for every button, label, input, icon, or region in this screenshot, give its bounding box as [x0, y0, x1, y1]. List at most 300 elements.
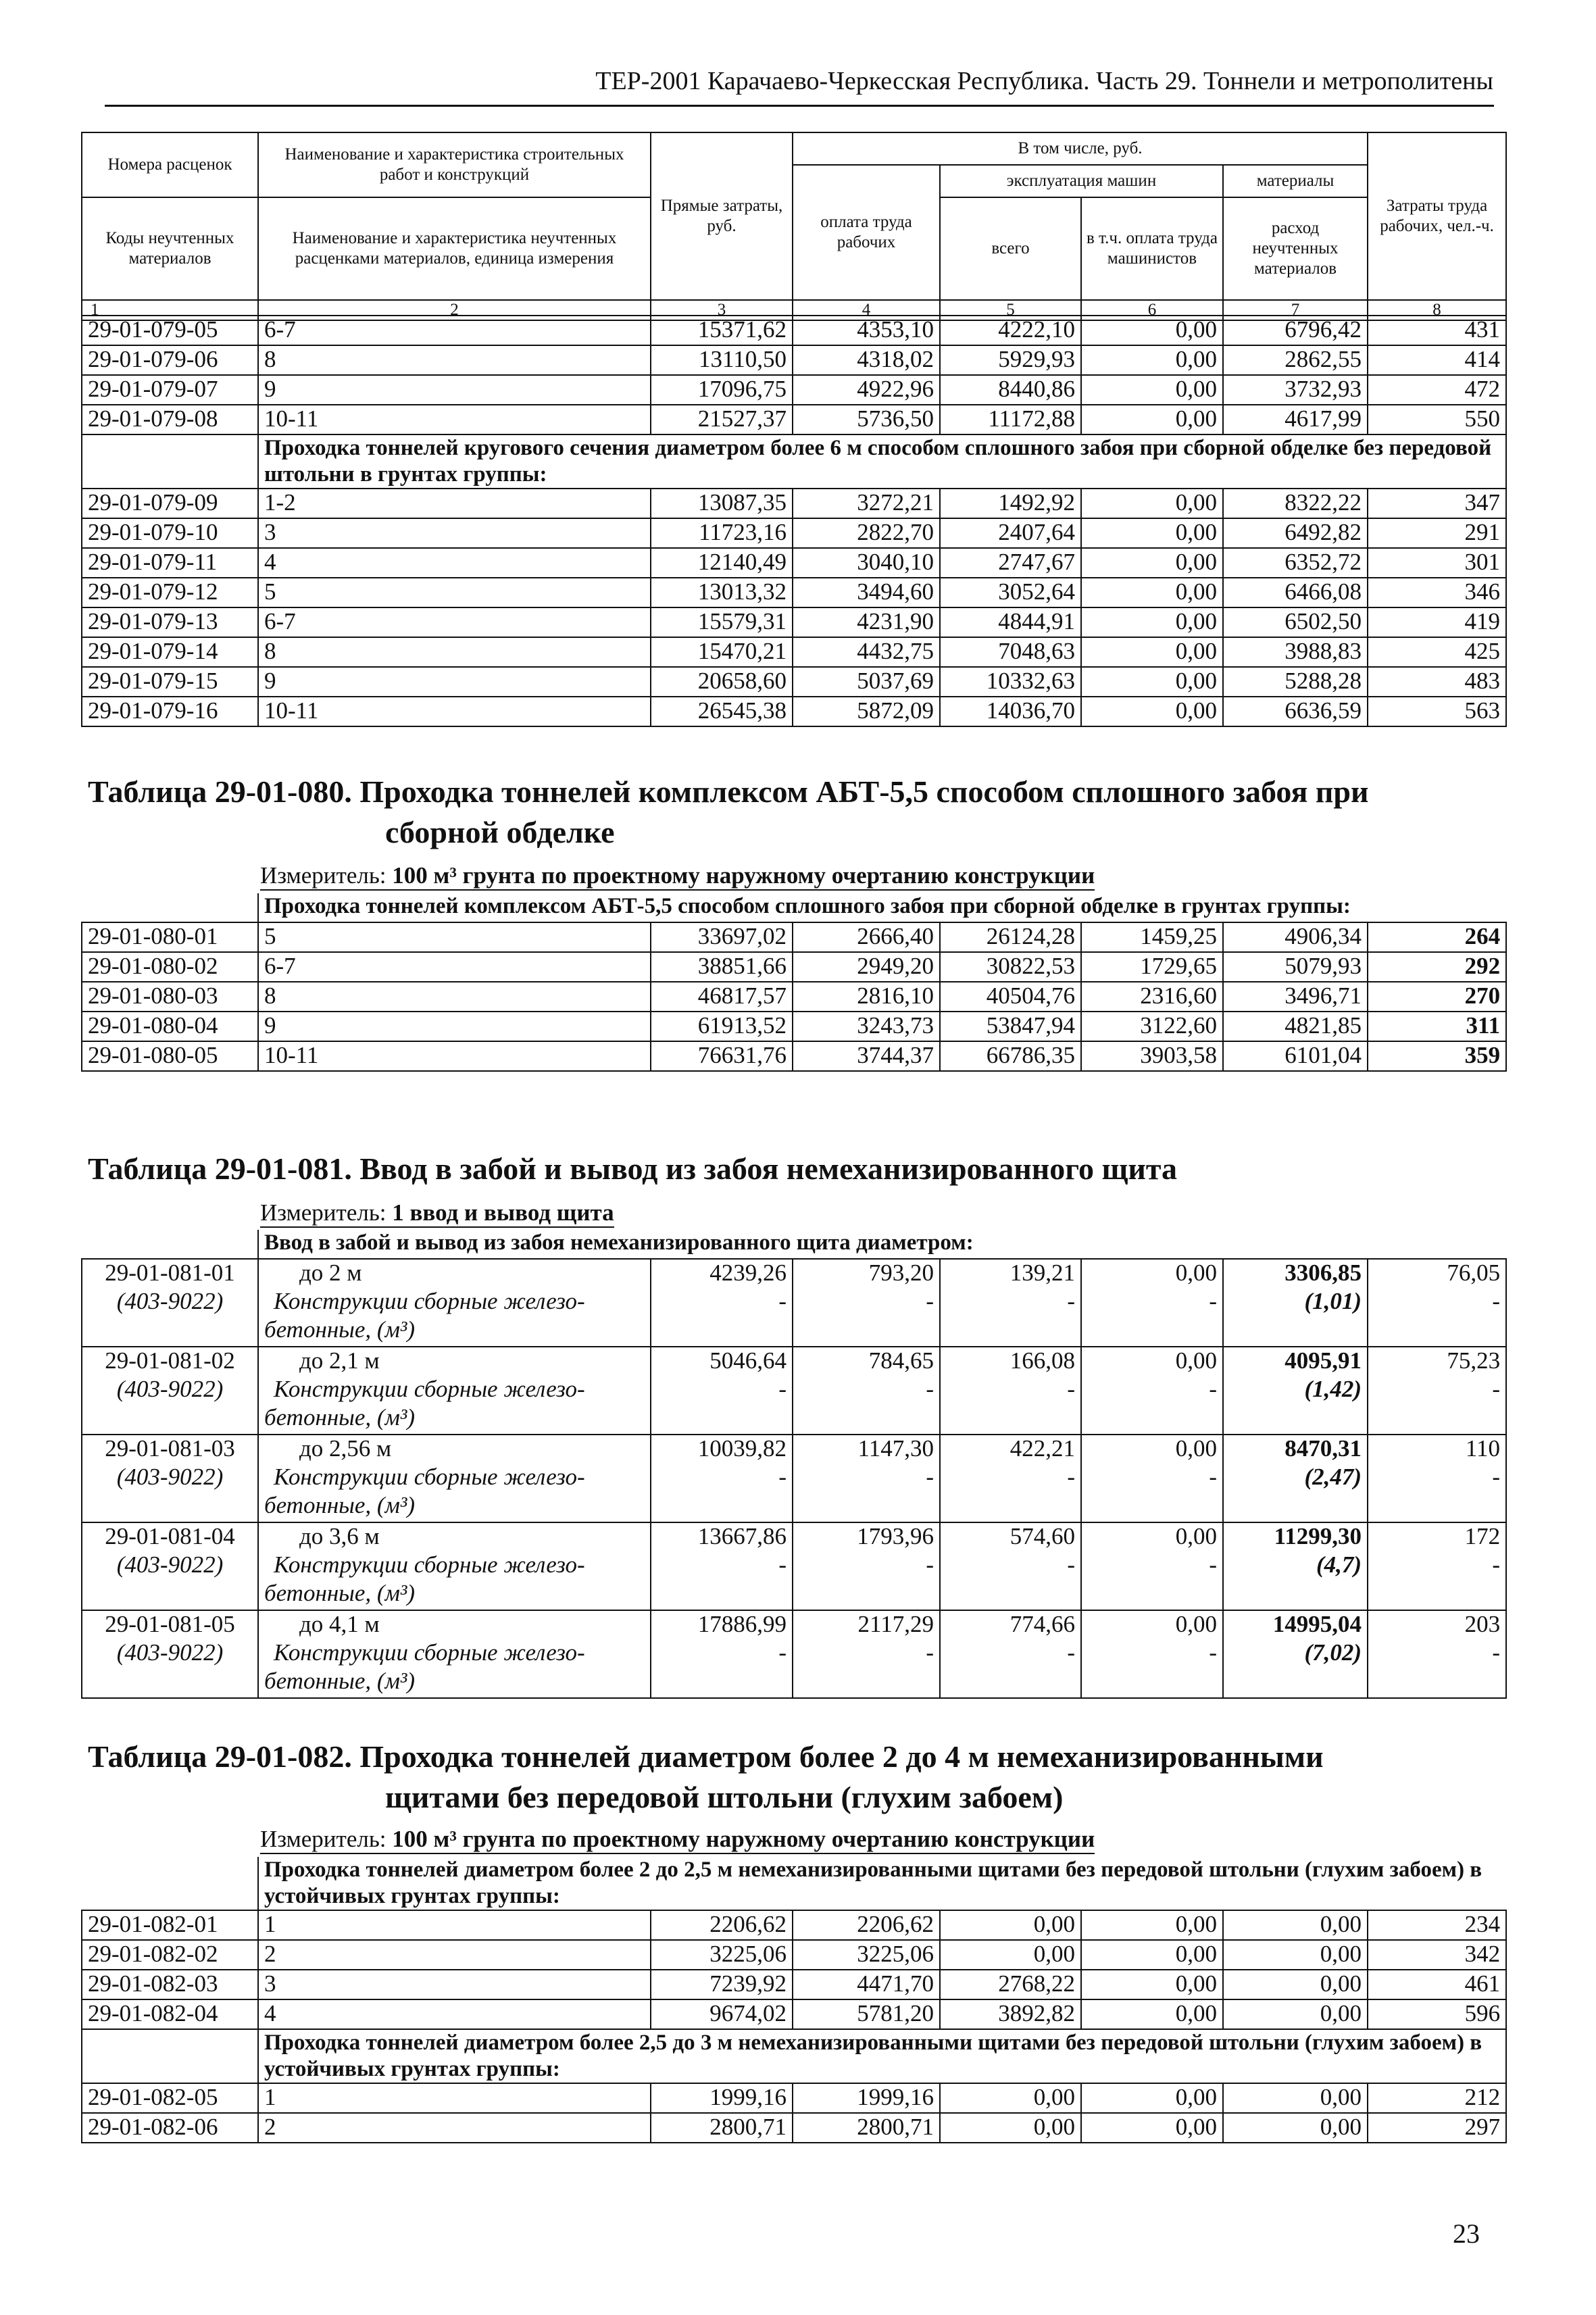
material-value: -	[940, 1288, 1081, 1316]
material-row	[82, 1464, 1506, 1492]
blank-cell	[82, 1492, 258, 1522]
blank-cell	[940, 1580, 1081, 1610]
blank-cell	[82, 1316, 258, 1347]
value-cell: 292	[1368, 952, 1506, 982]
value-cell: 4471,70	[793, 1970, 940, 1999]
value-cell: 0,00	[1223, 1970, 1368, 1999]
header-materials: материалы	[1223, 165, 1368, 197]
value-cell: 13110,50	[651, 345, 793, 375]
rate-code: 29-01-080-02	[82, 952, 258, 982]
value-cell: 6466,08	[1223, 578, 1368, 607]
rate-code: 29-01-079-05	[82, 316, 258, 345]
rate-code: 29-01-081-01	[82, 1259, 258, 1288]
value-cell: 2816,10	[793, 982, 940, 1012]
subheading-082-1: Проходка тоннелей диаметром более 2 до 2,5 м немеханизированными щитами без передовой штольни (глухим забоем) в устойчивых грунтах группы:	[258, 1857, 1506, 1910]
value-cell: 3732,93	[1223, 375, 1368, 405]
value-cell: 4922,96	[793, 375, 940, 405]
value-cell: 0,00	[940, 2083, 1081, 2113]
blank-cell	[1223, 1316, 1368, 1347]
material-name-cont: бетонные, (м³)	[258, 1580, 651, 1610]
value-cell: 4239,26	[651, 1259, 793, 1288]
material-row-cont	[82, 1668, 1506, 1698]
rate-code: 29-01-079-14	[82, 637, 258, 667]
table-row	[82, 952, 1506, 982]
value-cell: 0,00	[1081, 1940, 1223, 1970]
rate-code: 29-01-079-07	[82, 375, 258, 405]
blank-cell	[1368, 1668, 1506, 1698]
material-value: -	[793, 1376, 940, 1404]
value-cell: 0,00	[1081, 1910, 1223, 1940]
value-cell: 5872,09	[793, 697, 940, 726]
material-value: (2,47)	[1223, 1464, 1368, 1492]
value-cell: 0,00	[940, 2113, 1081, 2143]
value-cell: 13087,35	[651, 489, 793, 518]
value-cell: 291	[1368, 518, 1506, 548]
table-082	[81, 1857, 1507, 2143]
table-row	[82, 1970, 1506, 1999]
blank-cell	[793, 1404, 940, 1435]
value-cell: 4844,91	[940, 607, 1081, 637]
rate-code: 29-01-080-05	[82, 1041, 258, 1071]
work-name: 10-11	[258, 1041, 651, 1071]
value-cell: 359	[1368, 1041, 1506, 1071]
column-header-table	[81, 132, 1507, 321]
table-081-title-text: Таблица 29-01-081. Ввод в забой и вывод из забоя немеханизированного щита	[88, 1151, 1177, 1186]
value-cell: 0,00	[1081, 1347, 1223, 1376]
value-cell: 46817,57	[651, 982, 793, 1012]
header-machines: эксплуатация машин	[940, 165, 1223, 197]
value-cell: 15470,21	[651, 637, 793, 667]
blank-cell	[1368, 1316, 1506, 1347]
value-cell: 793,20	[793, 1259, 940, 1288]
table-row	[82, 316, 1506, 345]
rate-code: 29-01-079-15	[82, 667, 258, 697]
material-value: -	[1368, 1464, 1506, 1492]
work-name: 2	[258, 1940, 651, 1970]
blank-cell	[940, 1404, 1081, 1435]
header-codes-bottom: Коды неучтенных материалов	[82, 197, 258, 300]
value-cell: 431	[1368, 316, 1506, 345]
value-cell: 0,00	[940, 1910, 1081, 1940]
value-cell: 425	[1368, 637, 1506, 667]
col-number: 4	[793, 300, 940, 320]
value-cell: 0,00	[1081, 345, 1223, 375]
rate-code: 29-01-079-08	[82, 405, 258, 434]
work-name: 4	[258, 548, 651, 578]
material-value: -	[793, 1464, 940, 1492]
table-081-title	[88, 1149, 1507, 1189]
work-name: 6-7	[258, 607, 651, 637]
header-labor-pay: оплата труда рабочих	[793, 165, 940, 300]
table-082-meter	[260, 1826, 1095, 1854]
value-cell: 2206,62	[793, 1910, 940, 1940]
rate-code: 29-01-081-03	[82, 1435, 258, 1464]
value-cell: 0,00	[1081, 1610, 1223, 1639]
material-value: -	[651, 1551, 793, 1580]
rate-code: 29-01-080-03	[82, 982, 258, 1012]
material-value: -	[1081, 1551, 1223, 1580]
meter-label: Измеритель:	[260, 1199, 386, 1226]
value-cell: 1999,16	[793, 2083, 940, 2113]
value-cell: 9674,02	[651, 1999, 793, 2029]
table-081	[81, 1230, 1507, 1699]
value-cell: 2117,29	[793, 1610, 940, 1639]
value-cell: 8322,22	[1223, 489, 1368, 518]
material-code: (403-9022)	[82, 1464, 258, 1492]
value-cell: 3040,10	[793, 548, 940, 578]
value-cell: 76631,76	[651, 1041, 793, 1071]
value-cell: 3496,71	[1223, 982, 1368, 1012]
value-cell: 21527,37	[651, 405, 793, 434]
table-row	[82, 405, 1506, 434]
blank-cell	[1081, 1668, 1223, 1698]
value-cell: 3892,82	[940, 1999, 1081, 2029]
value-cell: 0,00	[1081, 1259, 1223, 1288]
table-row	[82, 1435, 1506, 1464]
value-cell: 4906,34	[1223, 922, 1368, 952]
material-name-cont: бетонные, (м³)	[258, 1316, 651, 1347]
value-cell: 0,00	[1081, 578, 1223, 607]
header-machines-total: всего	[940, 197, 1081, 300]
value-cell: 0,00	[1223, 2113, 1368, 2143]
value-cell: 13667,86	[651, 1522, 793, 1551]
value-cell: 0,00	[1081, 1999, 1223, 2029]
blank-cell	[793, 1580, 940, 1610]
value-cell: 301	[1368, 548, 1506, 578]
blank-cell	[82, 2029, 258, 2083]
blank-cell	[82, 1404, 258, 1435]
material-value: -	[1368, 1288, 1506, 1316]
material-name-cont: бетонные, (м³)	[258, 1492, 651, 1522]
value-cell: 270	[1368, 982, 1506, 1012]
blank-cell	[82, 893, 258, 922]
blank-cell	[940, 1492, 1081, 1522]
work-name: 10-11	[258, 697, 651, 726]
value-cell: 11299,30	[1223, 1522, 1368, 1551]
table-row	[82, 1910, 1506, 1940]
value-cell: 2800,71	[793, 2113, 940, 2143]
table-row	[82, 1259, 1506, 1288]
value-cell: 0,00	[1081, 1522, 1223, 1551]
value-cell: 2768,22	[940, 1970, 1081, 1999]
value-cell: 6101,04	[1223, 1041, 1368, 1071]
value-cell: 12140,49	[651, 548, 793, 578]
value-cell: 5288,28	[1223, 667, 1368, 697]
work-name: 2	[258, 2113, 651, 2143]
page-number: 23	[1453, 2218, 1480, 2249]
rate-code: 29-01-082-05	[82, 2083, 258, 2113]
table-082-title-line2: щитами без передовой штольни (глухим забоем)	[385, 1780, 1064, 1814]
header-labor-costs: Затраты труда рабочих, чел.-ч.	[1368, 132, 1506, 300]
table-row	[82, 1522, 1506, 1551]
value-cell: 166,08	[940, 1347, 1081, 1376]
work-name: до 2,56 м	[258, 1435, 651, 1464]
meter-value: 100 м³ грунта по проектному наружному очертанию конструкции	[392, 1826, 1095, 1852]
value-cell: 13013,32	[651, 578, 793, 607]
subheading-079: Проходка тоннелей кругового сечения диаметром более 6 м способом сплошного забоя при сборной обделке без передовой штольни в грунтах группы:	[258, 434, 1506, 489]
material-row-cont	[82, 1404, 1506, 1435]
value-cell: 0,00	[1223, 1940, 1368, 1970]
value-cell: 422,21	[940, 1435, 1081, 1464]
work-name: 10-11	[258, 405, 651, 434]
work-name: до 4,1 м	[258, 1610, 651, 1639]
value-cell: 2407,64	[940, 518, 1081, 548]
value-cell: 15371,62	[651, 316, 793, 345]
table-row	[82, 982, 1506, 1012]
material-row	[82, 1639, 1506, 1668]
blank-cell	[82, 1857, 258, 1910]
material-code: (403-9022)	[82, 1551, 258, 1580]
value-cell: 2949,20	[793, 952, 940, 982]
blank-cell	[793, 1316, 940, 1347]
value-cell: 139,21	[940, 1259, 1081, 1288]
work-name: 9	[258, 1012, 651, 1041]
material-value: -	[1368, 1639, 1506, 1668]
value-cell: 40504,76	[940, 982, 1081, 1012]
value-cell: 311	[1368, 1012, 1506, 1041]
value-cell: 0,00	[1081, 2113, 1223, 2143]
blank-cell	[1223, 1492, 1368, 1522]
rate-code: 29-01-080-01	[82, 922, 258, 952]
value-cell: 0,00	[1081, 667, 1223, 697]
blank-cell	[651, 1404, 793, 1435]
material-value: -	[1081, 1288, 1223, 1316]
rate-code: 29-01-080-04	[82, 1012, 258, 1041]
value-cell: 0,00	[1081, 489, 1223, 518]
blank-cell	[1081, 1316, 1223, 1347]
blank-cell	[1081, 1580, 1223, 1610]
table-row	[82, 518, 1506, 548]
table-row	[82, 345, 1506, 375]
value-cell: 0,00	[1223, 1999, 1368, 2029]
value-cell: 76,05	[1368, 1259, 1506, 1288]
material-value: -	[1081, 1464, 1223, 1492]
work-name: до 3,6 м	[258, 1522, 651, 1551]
material-code: (403-9022)	[82, 1288, 258, 1316]
value-cell: 342	[1368, 1940, 1506, 1970]
col-number: 8	[1368, 300, 1506, 320]
value-cell: 3225,06	[793, 1940, 940, 1970]
material-value: -	[1081, 1639, 1223, 1668]
blank-cell	[82, 434, 258, 489]
material-value: -	[940, 1639, 1081, 1668]
value-cell: 4231,90	[793, 607, 940, 637]
value-cell: 17096,75	[651, 375, 793, 405]
value-cell: 7048,63	[940, 637, 1081, 667]
value-cell: 414	[1368, 345, 1506, 375]
value-cell: 2666,40	[793, 922, 940, 952]
header-name-bottom: Наименование и характеристика неучтенных расценками материалов, единица измерения	[258, 197, 651, 300]
table-row	[82, 489, 1506, 518]
table-081-meter	[260, 1199, 614, 1228]
table-082-title-line1: Таблица 29-01-082. Проходка тоннелей диаметром более 2 до 4 м немеханизированными	[88, 1739, 1324, 1774]
value-cell: 61913,52	[651, 1012, 793, 1041]
material-code: (403-9022)	[82, 1639, 258, 1668]
value-cell: 0,00	[1081, 548, 1223, 578]
value-cell: 2206,62	[651, 1910, 793, 1940]
col-number: 3	[651, 300, 793, 320]
work-name: 8	[258, 982, 651, 1012]
work-name: до 2,1 м	[258, 1347, 651, 1376]
value-cell: 6352,72	[1223, 548, 1368, 578]
value-cell: 297	[1368, 2113, 1506, 2143]
table-row	[82, 1041, 1506, 1071]
material-value: -	[940, 1464, 1081, 1492]
material-name: Конструкции сборные железо-	[258, 1376, 651, 1404]
material-value: -	[940, 1551, 1081, 1580]
value-cell: 234	[1368, 1910, 1506, 1940]
col-number: 1	[82, 300, 258, 320]
meter-label: Измеритель:	[260, 1826, 386, 1852]
material-value: (4,7)	[1223, 1551, 1368, 1580]
value-cell: 1793,96	[793, 1522, 940, 1551]
value-cell: 20658,60	[651, 667, 793, 697]
table-080	[81, 893, 1507, 1072]
value-cell: 472	[1368, 375, 1506, 405]
value-cell: 26545,38	[651, 697, 793, 726]
material-value: (7,02)	[1223, 1639, 1368, 1668]
table-row	[82, 1347, 1506, 1376]
value-cell: 1492,92	[940, 489, 1081, 518]
table-row	[82, 1012, 1506, 1041]
value-cell: 3903,58	[1081, 1041, 1223, 1071]
blank-cell	[82, 1668, 258, 1698]
blank-cell	[1223, 1668, 1368, 1698]
value-cell: 5929,93	[940, 345, 1081, 375]
table-row	[82, 2113, 1506, 2143]
blank-cell	[1368, 1404, 1506, 1435]
value-cell: 3494,60	[793, 578, 940, 607]
value-cell: 1459,25	[1081, 922, 1223, 952]
value-cell: 0,00	[1223, 2083, 1368, 2113]
value-cell: 203	[1368, 1610, 1506, 1639]
value-cell: 14995,04	[1223, 1610, 1368, 1639]
table-079	[81, 315, 1507, 727]
table-row	[82, 637, 1506, 667]
header-direct-costs: Прямые затраты, руб.	[651, 132, 793, 300]
value-cell: 784,65	[793, 1347, 940, 1376]
header-name-top: Наименование и характеристика строительных работ и конструкций	[258, 132, 651, 197]
material-value: -	[1081, 1376, 1223, 1404]
value-cell: 0,00	[1223, 1910, 1368, 1940]
work-name: 1	[258, 1910, 651, 1940]
material-row-cont	[82, 1316, 1506, 1347]
value-cell: 10332,63	[940, 667, 1081, 697]
value-cell: 0,00	[940, 1940, 1081, 1970]
work-name: 5	[258, 922, 651, 952]
value-cell: 0,00	[1081, 607, 1223, 637]
material-value: -	[651, 1376, 793, 1404]
rate-code: 29-01-079-16	[82, 697, 258, 726]
material-row-cont	[82, 1580, 1506, 1610]
blank-cell	[1368, 1492, 1506, 1522]
work-name: 4	[258, 1999, 651, 2029]
table-row	[82, 375, 1506, 405]
blank-cell	[940, 1316, 1081, 1347]
value-cell: 2747,67	[940, 548, 1081, 578]
blank-cell	[651, 1580, 793, 1610]
material-value: (1,01)	[1223, 1288, 1368, 1316]
header-rule	[105, 105, 1494, 107]
blank-cell	[1223, 1404, 1368, 1435]
work-name: 9	[258, 667, 651, 697]
value-cell: 3225,06	[651, 1940, 793, 1970]
blank-cell	[793, 1492, 940, 1522]
rate-code: 29-01-081-02	[82, 1347, 258, 1376]
blank-cell	[793, 1668, 940, 1698]
meter-label: Измеритель:	[260, 862, 386, 889]
rate-code: 29-01-079-13	[82, 607, 258, 637]
value-cell: 0,00	[1081, 697, 1223, 726]
table-row	[82, 607, 1506, 637]
work-name: 6-7	[258, 952, 651, 982]
value-cell: 3243,73	[793, 1012, 940, 1041]
rate-code: 29-01-081-04	[82, 1522, 258, 1551]
value-cell: 212	[1368, 2083, 1506, 2113]
value-cell: 346	[1368, 578, 1506, 607]
value-cell: 0,00	[1081, 375, 1223, 405]
value-cell: 774,66	[940, 1610, 1081, 1639]
value-cell: 5046,64	[651, 1347, 793, 1376]
table-row	[82, 548, 1506, 578]
blank-cell	[1368, 1580, 1506, 1610]
value-cell: 461	[1368, 1970, 1506, 1999]
rate-code: 29-01-079-12	[82, 578, 258, 607]
material-name: Конструкции сборные железо-	[258, 1464, 651, 1492]
rate-code: 29-01-082-06	[82, 2113, 258, 2143]
table-row	[82, 1610, 1506, 1639]
value-cell: 75,23	[1368, 1347, 1506, 1376]
value-cell: 3122,60	[1081, 1012, 1223, 1041]
rate-code: 29-01-079-10	[82, 518, 258, 548]
material-value: (1,42)	[1223, 1376, 1368, 1404]
work-name: 1	[258, 2083, 651, 2113]
header-machinists-pay: в т.ч. оплата труда машинистов	[1081, 197, 1223, 300]
value-cell: 6796,42	[1223, 316, 1368, 345]
work-name: 8	[258, 637, 651, 667]
value-cell: 172	[1368, 1522, 1506, 1551]
work-name: 9	[258, 375, 651, 405]
value-cell: 110	[1368, 1435, 1506, 1464]
table-080-title-line1: Таблица 29-01-080. Проходка тоннелей комплексом АБТ-5,5 способом сплошного забоя при	[88, 774, 1369, 809]
value-cell: 33697,02	[651, 922, 793, 952]
value-cell: 0,00	[1081, 637, 1223, 667]
rate-code: 29-01-079-11	[82, 548, 258, 578]
material-row-cont	[82, 1492, 1506, 1522]
value-cell: 3988,83	[1223, 637, 1368, 667]
work-name: 1-2	[258, 489, 651, 518]
blank-cell	[651, 1668, 793, 1698]
value-cell: 574,60	[940, 1522, 1081, 1551]
header-materials-use: расход неучтенных материалов	[1223, 197, 1368, 300]
value-cell: 15579,31	[651, 607, 793, 637]
value-cell: 3306,85	[1223, 1259, 1368, 1288]
value-cell: 1999,16	[651, 2083, 793, 2113]
material-row	[82, 1551, 1506, 1580]
col-number: 2	[258, 300, 651, 320]
table-row	[82, 1940, 1506, 1970]
table-row	[82, 697, 1506, 726]
value-cell: 3272,21	[793, 489, 940, 518]
value-cell: 4432,75	[793, 637, 940, 667]
material-row	[82, 1376, 1506, 1404]
table-080-meter	[260, 862, 1095, 891]
blank-cell	[1081, 1492, 1223, 1522]
rate-code: 29-01-082-03	[82, 1970, 258, 1999]
material-value: -	[1368, 1376, 1506, 1404]
value-cell: 4318,02	[793, 345, 940, 375]
value-cell: 8470,31	[1223, 1435, 1368, 1464]
